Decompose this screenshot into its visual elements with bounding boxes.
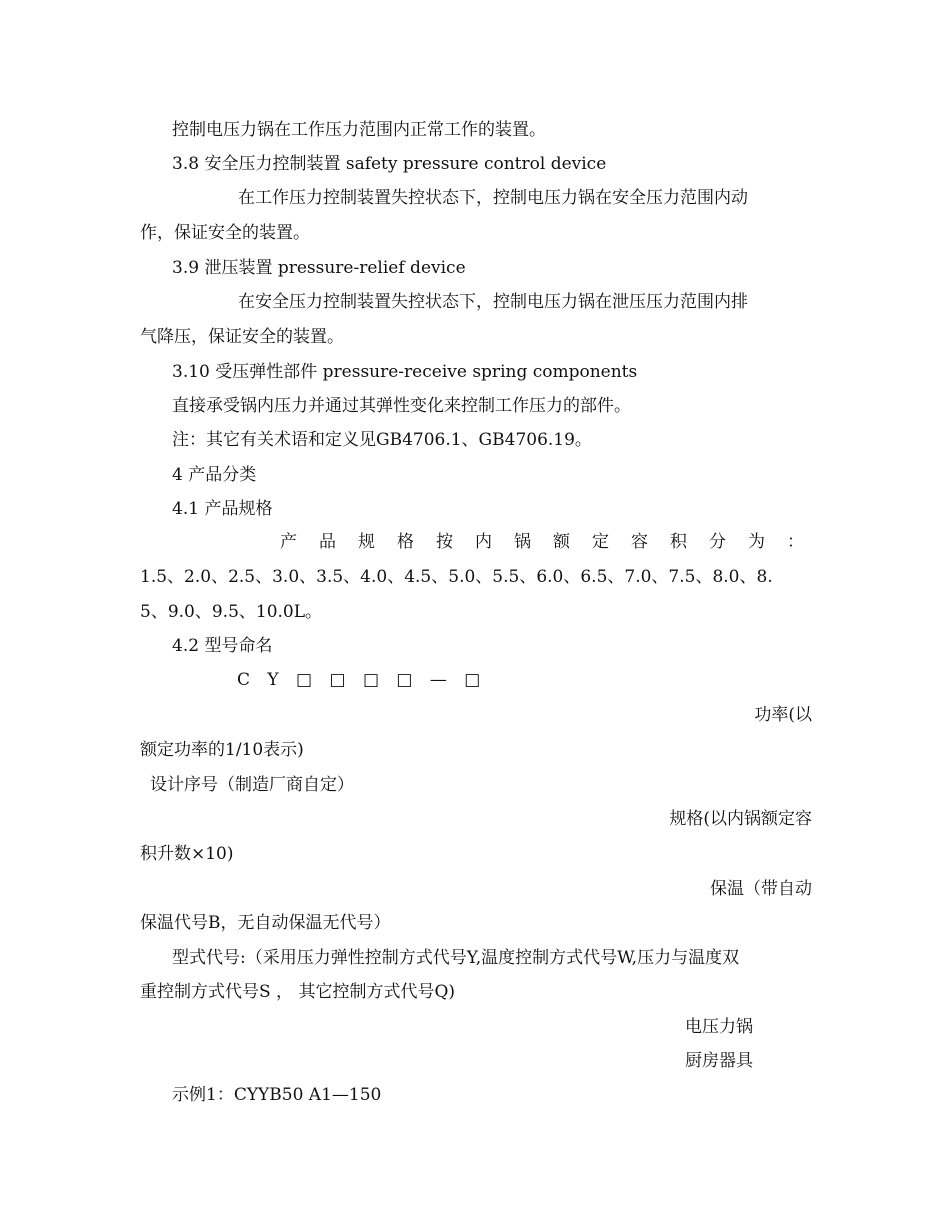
annotation-line: 功率(以 <box>754 705 812 725</box>
annotation-line: 保温代号B，无自动保温无代号） <box>140 913 391 933</box>
example-line: 示例1：CYYB50 A1—150 <box>172 1085 382 1105</box>
term-heading-3-10: 3.10 受压弹性部件 pressure-receive spring components <box>172 362 638 382</box>
term-heading-3-8: 3.8 安全压力控制装置 safety pressure control device <box>172 154 607 174</box>
section-heading-4-1: 4.1 产品规格 <box>172 499 273 519</box>
spread-char: 锅 <box>514 532 531 552</box>
term-heading-3-9: 3.9 泄压装置 pressure-relief device <box>172 258 466 278</box>
annotation-line: 设计序号（制造厂商自定） <box>150 775 354 795</box>
spread-char: 品 <box>319 532 336 552</box>
paragraph-line: 作，保证安全的装置。 <box>140 223 310 243</box>
note-line: 注：其它有关术语和定义见GB4706.1、GB4706.19。 <box>172 430 592 450</box>
paragraph-line: 直接承受锅内压力并通过其弹性变化来控制工作压力的部件。 <box>172 396 631 416</box>
spread-char: 规 <box>358 532 375 552</box>
spread-char: 按 <box>436 532 453 552</box>
spread-char: 分 <box>709 532 726 552</box>
paragraph-line: 气降压，保证安全的装置。 <box>140 327 344 347</box>
spread-char: 定 <box>592 532 609 552</box>
paragraph-line: 1.5、2.0、2.5、3.0、3.5、4.0、4.5、5.0、5.5、6.0、6.5、7.0、7.5、8.0、8. <box>140 567 773 587</box>
spread-char: 产 <box>280 532 297 552</box>
section-heading-4: 4 产品分类 <box>172 465 257 485</box>
model-code-pattern: C Y □ □ □ □ — □ <box>237 670 487 690</box>
annotation-line: 保温（带自动 <box>710 879 812 899</box>
paragraph-line: 在工作压力控制装置失控状态下，控制电压力锅在安全压力范围内动 <box>238 188 748 208</box>
paragraph-line: 5、9.0、9.5、10.0L。 <box>140 602 323 622</box>
annotation-line: 规格(以内锅额定容 <box>669 809 812 829</box>
spread-char: 积 <box>670 532 687 552</box>
spread-justified-line <box>280 530 804 554</box>
annotation-line: 额定功率的1/10表示) <box>140 740 304 760</box>
spread-char: 格 <box>397 532 414 552</box>
section-heading-4-2: 4.2 型号命名 <box>172 636 273 656</box>
spread-char: 内 <box>475 532 492 552</box>
paragraph-line: 在安全压力控制装置失控状态下，控制电压力锅在泄压压力范围内排 <box>238 292 748 312</box>
spread-char: 为 <box>748 532 765 552</box>
annotation-line: 厨房器具 <box>685 1051 753 1071</box>
paragraph-line: 型式代号:（采用压力弹性控制方式代号Y,温度控制方式代号W,压力与温度双 <box>172 948 740 968</box>
spread-char: 容 <box>631 532 648 552</box>
annotation-line: 积升数×10) <box>140 844 234 864</box>
spread-char: 额 <box>553 532 570 552</box>
annotation-line: 电压力锅 <box>685 1017 753 1037</box>
paragraph-line: 重控制方式代号S ， 其它控制方式代号Q) <box>140 982 456 1002</box>
paragraph-line: 控制电压力锅在工作压力范围内正常工作的装置。 <box>172 120 546 140</box>
spread-char: ： <box>787 532 804 552</box>
